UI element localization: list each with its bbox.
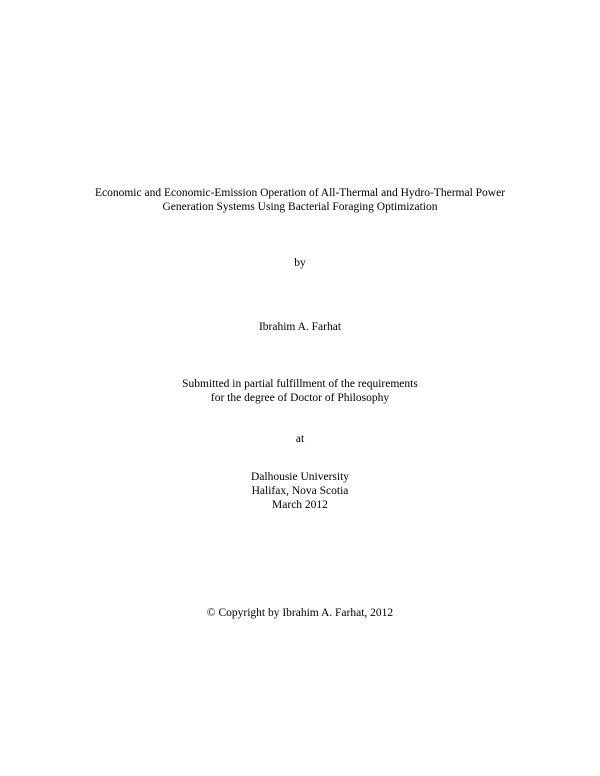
- submission-date: March 2012: [272, 499, 328, 511]
- thesis-title-line-1: Economic and Economic-Emission Operation of All-Thermal and Hydro-Thermal Power: [94, 187, 506, 199]
- by-label: by: [294, 257, 306, 269]
- copyright-notice: © Copyright by Ibrahim A. Farhat, 2012: [206, 607, 394, 619]
- thesis-title-line-2: Generation Systems Using Bacterial Foraging Optimization: [162, 201, 438, 213]
- university-location: Halifax, Nova Scotia: [251, 485, 349, 497]
- university-name: Dalhousie University: [250, 471, 350, 483]
- thesis-title: [0, 186, 600, 214]
- submission-line-2: for the degree of Doctor of Philosophy: [210, 392, 390, 404]
- author-name: Ibrahim A. Farhat: [258, 321, 342, 333]
- at-label: at: [295, 433, 305, 445]
- submission-statement: [0, 377, 600, 405]
- submission-line-1: Submitted in partial fulfillment of the requirements: [182, 378, 418, 390]
- institution-block: [0, 470, 600, 512]
